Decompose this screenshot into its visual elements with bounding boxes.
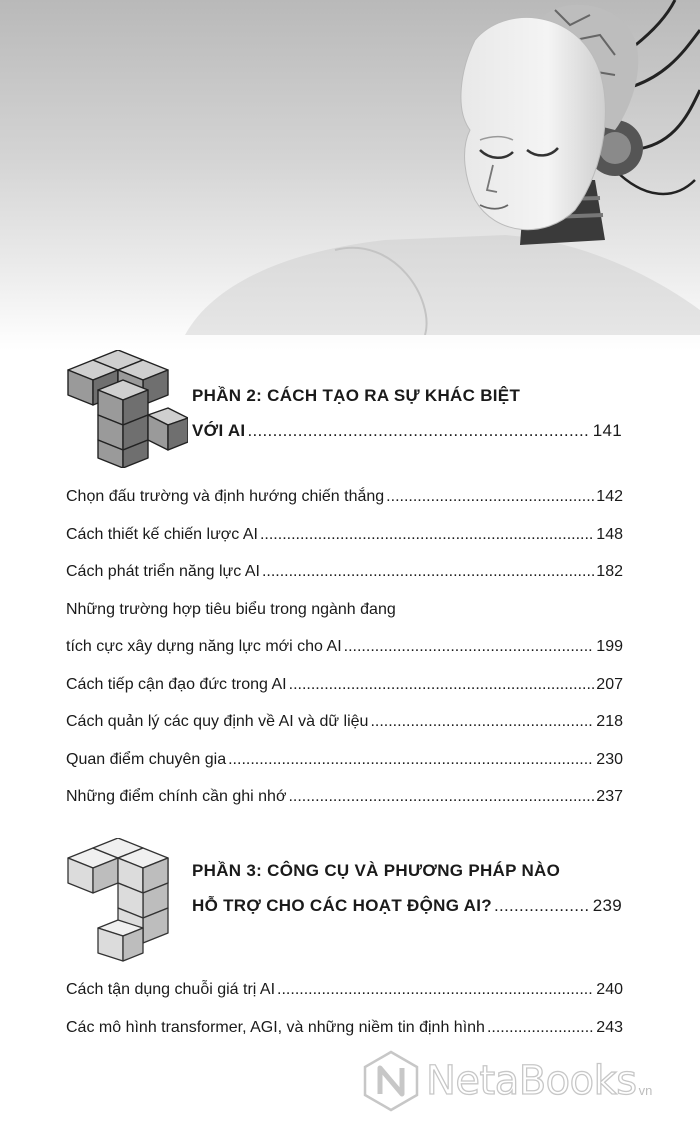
- section-2-title-line-2[interactable]: [192, 413, 622, 448]
- section-2-title: [192, 378, 622, 448]
- section-3-title-line-2[interactable]: [192, 888, 622, 923]
- netabooks-logo-icon: [362, 1050, 420, 1112]
- leader-dots: [344, 638, 595, 656]
- toc-entry-page-number: 240: [596, 981, 623, 998]
- section-2-toc-list: [66, 488, 623, 826]
- toc-entry-title: Cách thiết kế chiến lược AI: [66, 525, 258, 543]
- toc-entry-page-number: 148: [596, 525, 623, 543]
- cube-structure-icon-light: [63, 838, 188, 963]
- toc-entry-page-number: 182: [596, 563, 623, 580]
- toc-entry[interactable]: [66, 751, 623, 789]
- section-3-title-text-1: PHẦN 3: CÔNG CỤ VÀ PHƯƠNG PHÁP NÀO: [192, 861, 561, 880]
- toc-entry-page-number: 230: [596, 750, 623, 768]
- toc-entry[interactable]: [66, 526, 623, 564]
- leader-dots: [494, 888, 590, 923]
- watermark-text: NetaBooks: [426, 1058, 637, 1104]
- toc-entry-title: Cách quản lý các quy định về AI và dữ liệu: [66, 713, 369, 730]
- toc-entry[interactable]: [66, 488, 623, 526]
- toc-entry-page-number: 142: [596, 488, 623, 505]
- toc-entry[interactable]: [66, 563, 623, 601]
- toc-entry-page-number: 243: [596, 1018, 623, 1036]
- toc-entry: [66, 601, 623, 639]
- leader-dots: [386, 488, 594, 506]
- section-2-title-text-1: PHẦN 2: CÁCH TẠO RA SỰ KHÁC BIỆT: [192, 386, 521, 405]
- netabooks-watermark: [362, 1047, 700, 1115]
- section-2-title-line-1: [192, 378, 622, 413]
- toc-entry[interactable]: [66, 788, 623, 826]
- leader-dots: [228, 751, 594, 769]
- leader-dots: [277, 981, 594, 999]
- toc-entry[interactable]: [66, 981, 623, 1019]
- toc-entry-title: Quan điểm chuyên gia: [66, 750, 227, 768]
- toc-entry-title: Những trường hợp tiêu biểu trong ngành đang: [66, 600, 396, 618]
- toc-entry-title: Các mô hình transformer, AGI, và những niềm tin định hình: [66, 1018, 485, 1036]
- section-3-title: [192, 853, 622, 923]
- leader-dots: [247, 413, 589, 448]
- leader-dots: [487, 1019, 594, 1037]
- toc-entry-title: Cách phát triển năng lực AI: [66, 563, 260, 580]
- section-3-title-line-1: [192, 853, 622, 888]
- section-3-page-number: 239: [592, 896, 622, 915]
- toc-entry-page-number: 199: [596, 638, 623, 655]
- watermark-suffix: vn: [638, 1082, 653, 1098]
- toc-entry-page-number: 237: [596, 788, 623, 805]
- toc-entry-page-number: 207: [596, 675, 623, 693]
- leader-dots: [370, 713, 594, 731]
- robot-head-illustration: [175, 0, 700, 335]
- toc-entry-title: Cách tận dụng chuỗi giá trị AI: [66, 981, 276, 998]
- toc-entry[interactable]: [66, 713, 623, 751]
- toc-entry[interactable]: [66, 676, 623, 714]
- toc-entry-title: Chọn đấu trường và định hướng chiến thắng: [66, 488, 385, 505]
- toc-entry-title: tích cực xây dựng năng lực mới cho AI: [66, 638, 342, 655]
- section-3-toc-list: [66, 981, 623, 1056]
- section-2-title-text-2: VỚI AI: [192, 421, 246, 440]
- leader-dots: [262, 563, 594, 581]
- toc-entry-page-number: 218: [596, 713, 623, 730]
- section-2-page-number: 141: [592, 421, 622, 440]
- toc-entry-title: Những điểm chính cần ghi nhớ: [66, 788, 287, 805]
- cube-structure-icon: [63, 350, 188, 468]
- leader-dots: [260, 526, 594, 544]
- leader-dots: [288, 788, 594, 806]
- toc-entry[interactable]: [66, 638, 623, 676]
- leader-dots: [289, 676, 595, 694]
- toc-entry-title: Cách tiếp cận đạo đức trong AI: [66, 675, 287, 693]
- section-3-title-text-2: HỖ TRỢ CHO CÁC HOẠT ĐỘNG AI?: [192, 896, 492, 915]
